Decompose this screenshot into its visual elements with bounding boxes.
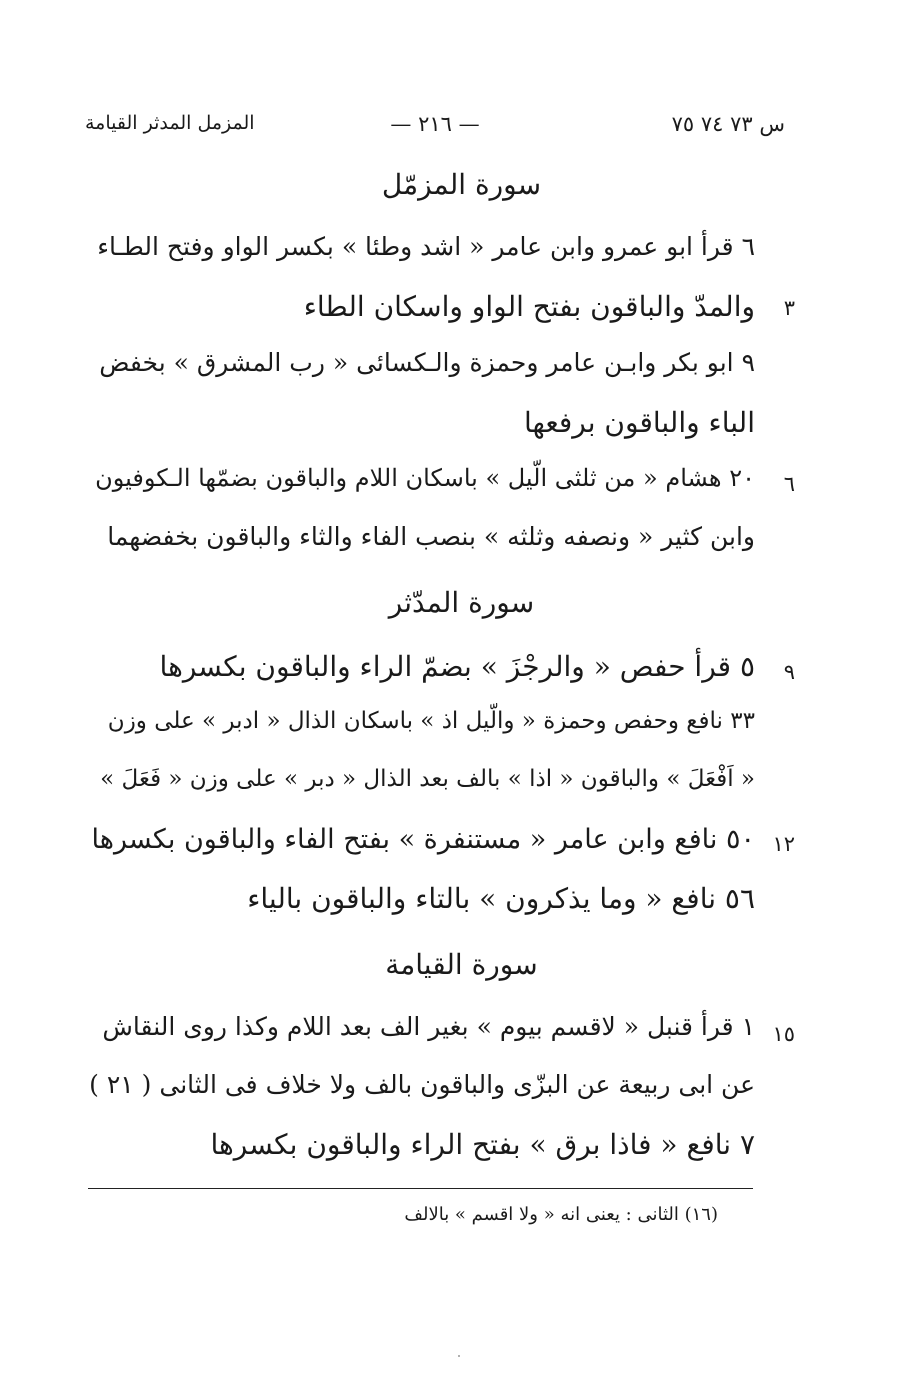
section-title-muddaththir: سورة المدّثر (388, 586, 535, 619)
margin-number: ١٥ (772, 1022, 795, 1046)
text-line: والمدّ والباقون بفتح الواو واسكان الطاء (303, 290, 755, 323)
margin-number: ٩ (783, 660, 795, 684)
text-line: الباء والباقون برفعها (523, 406, 755, 439)
text-line: ٥ قرأ حفص « والرجْزَ » بضمّ الراء والباقون بكسرها (159, 650, 755, 683)
scan-speck (458, 1355, 460, 1357)
margin-number: ٣ (783, 296, 795, 320)
footnote-rule (88, 1188, 753, 1189)
running-header (85, 112, 785, 152)
margin-number: ٦ (783, 472, 795, 496)
text-line: ٥٠ نافع وابن عامر « مستنفرة » بفتح الفاء والباقون بكسرها (91, 824, 755, 855)
text-line: ٧ نافع « فاذا برق » بفتح الراء والباقون بكسرها (210, 1128, 755, 1161)
header-verse-refs: س ٧٣ ٧٤ ٧٥ (671, 112, 785, 136)
text-line: ٥٦ نافع « وما يذكرون » بالتاء والباقون بالياء (247, 882, 755, 915)
text-line: ٦ قرأ ابو عمرو وابن عامر « اشد وطئا » بكسر الواو وفتح الطـاء (97, 232, 755, 261)
text-line: « اَفْعَلَ » والباقون « اذا » بالف بعد الذال « دبر » على وزن « فَعَلَ » (100, 766, 755, 792)
section-title-qiyamah: سورة القيامة (385, 948, 538, 981)
text-line: ١ قرأ قنبل « لاقسم بيوم » بغير الف بعد اللام وكذا روى النقاش (102, 1012, 755, 1041)
text-line: عن ابى ربيعة عن البزّى والباقون بالف ولا خلاف فى الثانى ( ٢١ ) (89, 1070, 755, 1099)
margin-number: ١٢ (772, 832, 795, 856)
page-number: — ٢١٦ — (390, 112, 480, 136)
footnote: (١٦) الثانى : يعنى انه « ولا اقسم » بالالف (404, 1204, 718, 1225)
section-title-muzzammil: سورة المزمّل (381, 168, 542, 201)
header-surah-names: المزمل المدثر القيامة (85, 112, 255, 134)
text-line: ٢٠ هشام « من ثلثى الّيل » باسكان اللام والباقون بضمّها الـكوفيون (95, 464, 755, 492)
text-line: ٣٣ نافع وحفص وحمزة « والّيل اذ » باسكان الذال « ادبر » على وزن (107, 708, 755, 734)
text-line: وابن كثير « ونصفه وثلثه » بنصب الفاء والثاء والباقون بخفضهما (107, 522, 755, 551)
text-line: ٩ ابو بكر وابـن عامر وحمزة والـكسائى « رب المشرق » بخفض (99, 348, 755, 377)
